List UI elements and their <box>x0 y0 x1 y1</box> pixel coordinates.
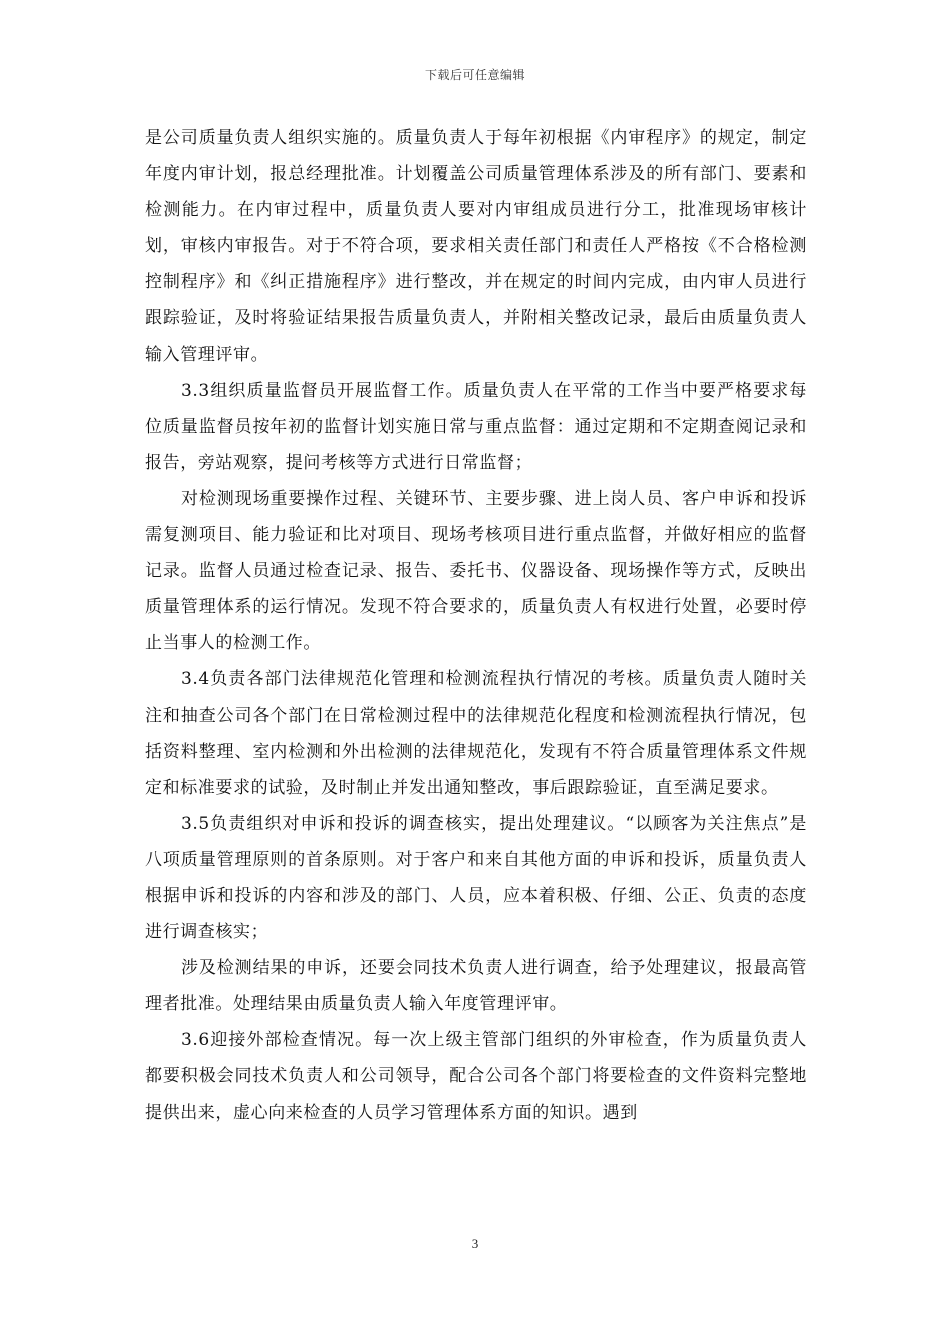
paragraph-5: 3.5负责组织对申诉和投诉的调查核实，提出处理建议。“以顾客为关注焦点”是八项质量管理原则的首条原则。对于客户和来自其他方面的申诉和投诉，质量负责人根据申诉和投诉的内容和涉及的部门、人员，应本着积极、仔细、公正、负责的态度进行调查核实； <box>145 813 807 943</box>
paragraph-2: 3.3组织质量监督员开展监督工作。质量负责人在平常的工作当中要严格要求每位质量监督员按年初的监督计划实施日常与重点监督：通过定期和不定期查阅记录和报告，旁站观察，提问考核等方式进行日常监督； <box>145 380 807 473</box>
page-header: 下载后可任意编辑 <box>424 68 525 82</box>
paragraph-1: 是公司质量负责人组织实施的。质量负责人于每年初根据《内审程序》的规定，制定年度内审计划，报总经理批准。计划覆盖公司质量管理体系涉及的所有部门、要素和检测能力。在内审过程中，质量负责人要对内审组成员进行分工，批准现场审核计划，审核内审报告。对于不符合项，要求相关责任部门和责任人严格按《不合格检测控制程序》和《纠正措施程序》进行整改，并在规定的时间内完成，由内审人员进行跟踪验证，及时将验证结果报告质量负责人，并附相关整改记录，最后由质量负责人输入管理评审。 <box>145 128 807 365</box>
page-number: 3 <box>471 1236 479 1251</box>
paragraph-3: 对检测现场重要操作过程、关键环节、主要步骤、进上岗人员、客户申诉和投诉需复测项目、能力验证和比对项目、现场考核项目进行重点监督，并做好相应的监督记录。监督人员通过检查记录、报告、委托书、仪器设备、现场操作等方式，反映出质量管理体系的运行情况。发现不符合要求的，质量负责人有权进行处置，必要时停止当事人的检测工作。 <box>145 488 807 654</box>
paragraph-4: 3.4负责各部门法律规范化管理和检测流程执行情况的考核。质量负责人随时关注和抽查公司各个部门在日常检测过程中的法律规范化程度和检测流程执行情况，包括资料整理、室内检测和外出检测的法律规范化，发现有不符合质量管理体系文件规定和标准要求的试验，及时制止并发出通知整改，事后跟踪验证，直至满足要求。 <box>145 669 807 798</box>
paragraph-7: 3.6迎接外部检查情况。每一次上级主管部门组织的外审检查，作为质量负责人都要积极会同技术负责人和公司领导，配合公司各个部门将要检查的文件资料完整地提供出来，虚心向来检查的人员学习管理体系方面的知识。遇到 <box>145 1030 807 1123</box>
document-body <box>145 120 807 1131</box>
paragraph-6: 涉及检测结果的申诉，还要会同技术负责人进行调查，给予处理建议，报最高管理者批准。处理结果由质量负责人输入年度管理评审。 <box>145 958 807 1015</box>
